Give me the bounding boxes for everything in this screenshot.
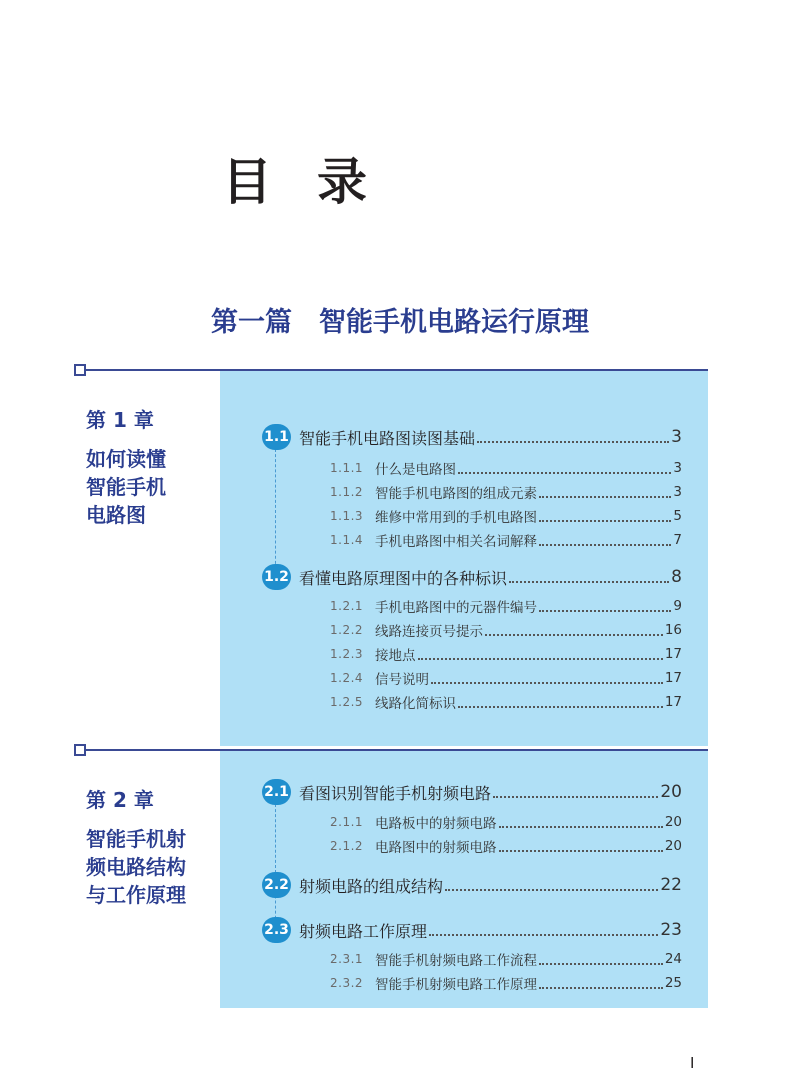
dot-leader [539,598,671,612]
page-number: 22 [660,875,682,895]
dot-leader [458,694,663,708]
toc-section-entry[interactable] [262,779,682,805]
page-number: 16 [664,622,682,638]
chapter-label: 第 1 章 [86,408,154,432]
dot-leader [539,484,671,498]
subsection-title: 线路化简标识 [375,696,456,712]
page-number: 17 [664,646,682,662]
section-number-badge: 2.3 [262,917,291,943]
section-number-badge: 1.1 [262,424,291,450]
page-number: 24 [664,951,682,967]
chapter-label: 第 2 章 [86,788,154,812]
dot-leader [539,508,671,522]
page-number: 5 [673,508,682,524]
subsection-number: 1.1.1 [330,461,364,475]
section-connector-line [275,804,276,934]
chapter-title-line: 电路图 [86,503,146,527]
dot-leader [477,429,669,443]
toc-subsection-entry[interactable] [330,812,682,832]
dot-leader [539,975,663,989]
section-title: 射频电路工作原理 [299,921,428,941]
section-connector-line [275,449,276,574]
page-number: 17 [664,694,682,710]
toc-subsection-entry[interactable] [330,458,682,478]
dot-leader [509,569,669,583]
subsection-number: 1.2.1 [330,599,364,613]
square-marker-icon [74,364,86,376]
subsection-number: 2.3.2 [330,976,364,990]
subsection-number: 1.2.4 [330,671,364,685]
dot-leader [539,532,671,546]
section-number-badge: 2.2 [262,872,291,898]
page-number: 3 [673,484,682,500]
section-title: 看懂电路原理图中的各种标识 [299,568,508,588]
toc-subsection-entry[interactable] [330,973,682,993]
page-title: 目录 [222,153,412,211]
dot-leader [499,838,663,852]
dot-leader [458,460,671,474]
subsection-title: 维修中常用到的手机电路图 [375,510,537,526]
subsection-number: 2.1.1 [330,815,364,829]
toc-subsection-entry[interactable] [330,596,682,616]
subsection-number: 1.2.3 [330,647,364,661]
toc-subsection-entry[interactable] [330,668,682,688]
chapter-title [86,445,216,529]
chapter-2-block [0,742,800,1008]
section-title: 看图识别智能手机射频电路 [299,783,492,803]
subsection-number: 2.3.1 [330,952,364,966]
toc-subsection-entry[interactable] [330,836,682,856]
toc-subsection-entry[interactable] [330,949,682,969]
section-title: 射频电路的组成结构 [299,876,444,896]
dot-leader [445,877,658,891]
dot-leader [499,814,663,828]
page-number: 20 [660,782,682,802]
toc-section-entry[interactable] [262,872,682,898]
chapter-title-line: 如何读懂 [86,447,166,471]
page-number: 20 [664,814,682,830]
page-number: 25 [664,975,682,991]
chapter-title-line: 频电路结构 [86,855,186,879]
subsection-number: 2.1.2 [330,839,364,853]
page-number: 20 [664,838,682,854]
folio-page-number: I [690,1054,695,1072]
chapter-1-block [0,362,800,746]
section-number-badge: 1.2 [262,564,291,590]
section-title: 智能手机电路图读图基础 [299,428,476,448]
page-number: 8 [671,567,682,587]
page-number: 3 [673,460,682,476]
dot-leader [429,922,658,936]
page-number: 23 [660,920,682,940]
dot-leader [485,622,663,636]
toc-subsection-entry[interactable] [330,692,682,712]
subsection-title: 手机电路图中的元器件编号 [375,600,537,616]
subsection-title: 手机电路图中相关名词解释 [375,534,537,550]
toc-subsection-entry[interactable] [330,620,682,640]
chapter-title-line: 智能手机射 [86,827,186,851]
subsection-number: 1.2.5 [330,695,364,709]
subsection-number: 1.1.2 [330,485,364,499]
toc-subsection-entry[interactable] [330,530,682,550]
subsection-title: 智能手机射频电路工作原理 [375,977,537,993]
subsection-title: 接地点 [375,648,416,664]
subsection-number: 1.2.2 [330,623,364,637]
subsection-title: 线路连接页号提示 [375,624,483,640]
dot-leader [493,784,658,798]
subsection-number: 1.1.4 [330,533,364,547]
chapter-title-line: 与工作原理 [86,883,186,907]
page-number: 3 [671,427,682,447]
section-number-badge: 2.1 [262,779,291,805]
toc-section-entry[interactable] [262,564,682,590]
chapter-title-line: 智能手机 [86,475,166,499]
subsection-number: 1.1.3 [330,509,364,523]
toc-section-entry[interactable] [262,424,682,450]
subsection-title: 电路板中的射频电路 [375,816,497,832]
toc-subsection-entry[interactable] [330,482,682,502]
subsection-title: 什么是电路图 [375,462,456,478]
dot-leader [431,670,663,684]
toc-subsection-entry[interactable] [330,506,682,526]
subsection-title: 智能手机电路图的组成元素 [375,486,537,502]
part-title: 第一篇 智能手机电路运行原理 [211,307,589,338]
dot-leader [418,646,663,660]
dot-leader [539,951,663,965]
subsection-title: 信号说明 [375,672,429,688]
page-number: 7 [673,532,682,548]
chapter-title [86,825,216,909]
subsection-title: 电路图中的射频电路 [375,840,497,856]
subsection-title: 智能手机射频电路工作流程 [375,953,537,969]
toc-subsection-entry[interactable] [330,644,682,664]
page-number: 9 [673,598,682,614]
toc-section-entry[interactable] [262,917,682,943]
square-marker-icon [74,744,86,756]
page-number: 17 [664,670,682,686]
